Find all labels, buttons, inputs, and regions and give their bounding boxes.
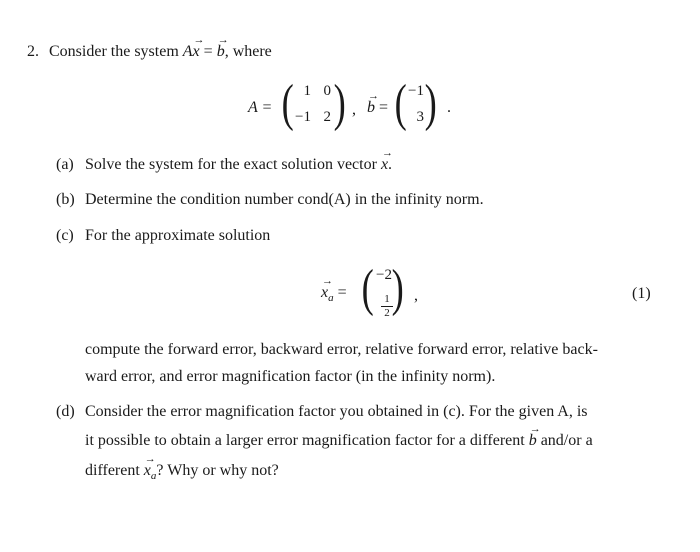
intro-prefix: Consider the system <box>49 43 179 60</box>
equation-number: (1) <box>632 285 651 302</box>
matrix-A-cell: 2 <box>323 109 331 125</box>
part-c-body-line: compute the forward error, backward error, relative forward error, relative back- <box>85 341 598 358</box>
part-c-text: For the approximate solution <box>85 227 271 244</box>
right-paren: ) <box>391 260 404 317</box>
part-b-text: Determine the condition number cond(A) in the infinity norm. <box>85 191 484 208</box>
approx-comma: , <box>414 287 418 304</box>
equation-b-vector: → b <box>216 34 229 60</box>
matrix-A-cell: −1 <box>295 109 311 125</box>
part-b-label: (b) <box>56 191 75 208</box>
part-d-line: different → $x_a$? Why or why not? <box>85 453 279 483</box>
right-paren: ) <box>333 75 346 132</box>
vector-b-entry: 3 <box>416 109 424 125</box>
separator-period: . <box>447 99 451 116</box>
approx-entry: −2 <box>376 267 392 283</box>
separator-comma: , <box>352 101 356 118</box>
problem-intro <box>49 34 272 61</box>
matrix-A <box>281 75 347 136</box>
approx-fraction: 1 2 <box>381 294 393 319</box>
vector-b-entry: −1 <box>408 83 424 99</box>
part-c-body-line: ward error, and error magnification factor (in the infinity norm). <box>85 368 496 385</box>
vector-b <box>394 75 438 136</box>
part-a-label: (a) <box>56 156 74 173</box>
equation-x-vector: → x <box>192 34 205 60</box>
part-c-label: (c) <box>56 227 74 244</box>
matrix-A-label: A = <box>248 99 273 116</box>
approx-vector <box>361 259 405 321</box>
left-paren: ( <box>361 260 374 317</box>
approx-label: → $x_a$ = <box>321 275 347 305</box>
part-d-line: it possible to obtain a larger error magnification factor for a different → b and/or a <box>85 423 593 449</box>
problem-number: 2. <box>27 43 39 60</box>
matrix-A-cell: 0 <box>323 83 331 99</box>
matrix-A-cell: 1 <box>303 83 311 99</box>
part-a-text: Solve the system for the exact solution vector → x. <box>85 147 393 173</box>
right-paren: ) <box>424 75 437 132</box>
equation-equals: = <box>203 43 213 60</box>
left-paren: ( <box>394 75 407 132</box>
intro-suffix: , where <box>224 43 272 60</box>
part-d-label: (d) <box>56 403 75 420</box>
equation-A: A <box>182 43 193 60</box>
left-paren: ( <box>281 75 294 132</box>
vector-b-label: → b = <box>367 90 389 116</box>
part-d-line: Consider the error magnification factor you obtained in (c). For the given A, is <box>85 403 588 420</box>
